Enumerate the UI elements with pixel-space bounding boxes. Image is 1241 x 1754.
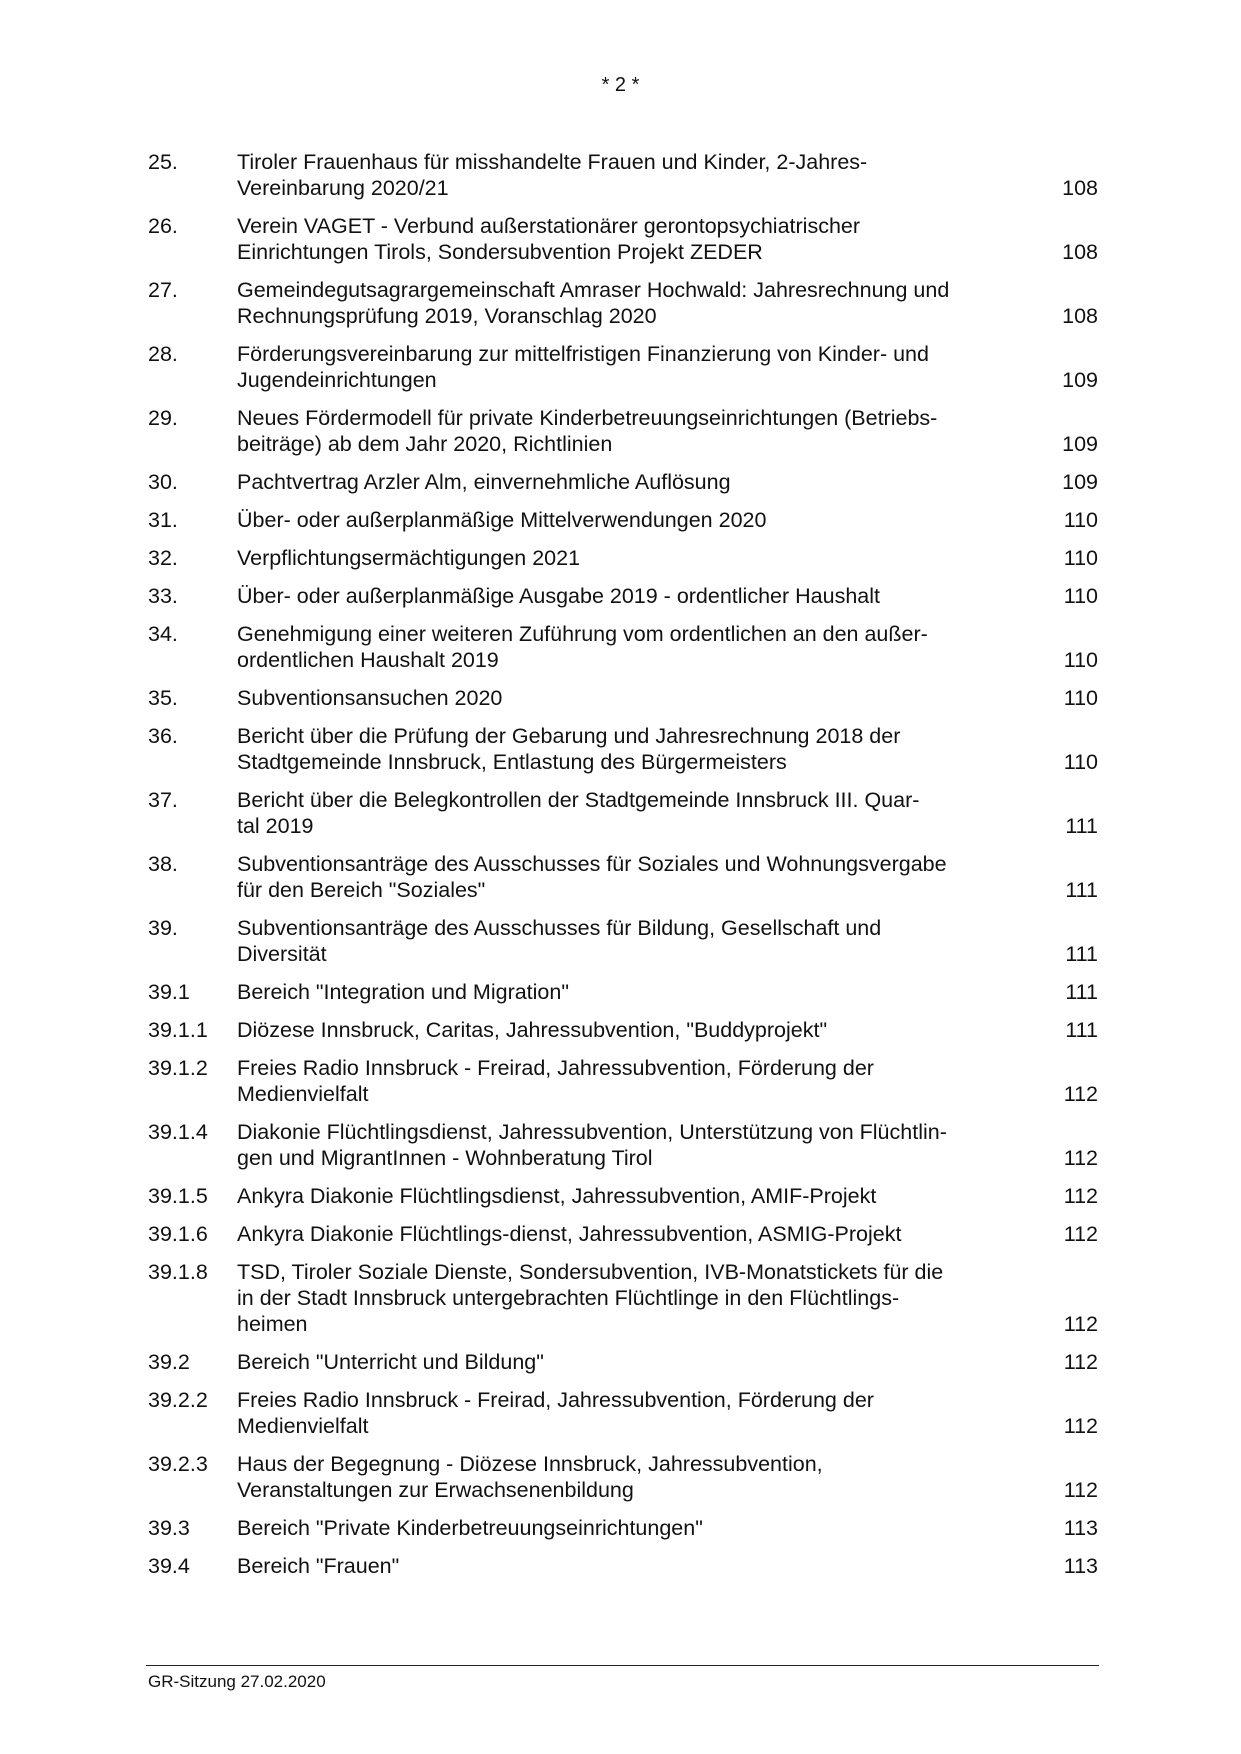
toc-entry-title: Subventionsanträge des Ausschusses für Bildung, Gesellschaft und Diversität	[237, 916, 882, 966]
toc-entry-page: 110	[1063, 546, 1098, 570]
toc-entry	[148, 1451, 1098, 1503]
table-of-contents	[148, 149, 1098, 1591]
toc-entry	[148, 1055, 1098, 1107]
toc-entry	[148, 1183, 1098, 1209]
toc-entry-number: 33.	[148, 584, 178, 608]
toc-entry	[148, 507, 1098, 533]
toc-entry-title: Freies Radio Innsbruck - Freirad, Jahressubvention, Förderung der Medienvielfalt	[237, 1056, 874, 1106]
page-number: * 2 *	[601, 74, 640, 96]
toc-entry-page: 110	[1063, 648, 1098, 672]
toc-entry-number: 39.1.6	[148, 1222, 208, 1246]
toc-entry	[148, 149, 1098, 201]
toc-entry	[148, 851, 1098, 903]
toc-entry	[148, 1119, 1098, 1171]
toc-entry-title: Bereich "Frauen"	[237, 1554, 400, 1578]
toc-entry-page: 112	[1063, 1478, 1098, 1502]
toc-entry-title: Über- oder außerplanmäßige Mittelverwendungen 2020	[237, 508, 767, 532]
toc-entry-number: 39.1.2	[148, 1056, 208, 1080]
toc-entry	[148, 213, 1098, 265]
toc-entry-number: 39.2	[148, 1350, 190, 1374]
toc-entry-title: Genehmigung einer weiteren Zuführung vom ordentlichen an den außer- ordentlichen Haushalt 2019	[237, 622, 928, 672]
toc-entry	[148, 979, 1098, 1005]
toc-entry-number: 26.	[148, 214, 178, 238]
toc-entry-page: 113	[1063, 1516, 1098, 1540]
toc-entry-title: Ankyra Diakonie Flüchtlings-dienst, Jahressubvention, ASMIG-Projekt	[237, 1222, 902, 1246]
toc-entry-page: 111	[1065, 814, 1098, 838]
toc-entry-title: Subventionsansuchen 2020	[237, 686, 503, 710]
toc-entry-number: 39.2.2	[148, 1388, 208, 1412]
toc-entry-number: 39.1	[148, 980, 190, 1004]
toc-entry	[148, 685, 1098, 711]
toc-entry-page: 110	[1063, 584, 1098, 608]
toc-entry	[148, 1017, 1098, 1043]
toc-entry-number: 35.	[148, 686, 178, 710]
toc-entry-number: 39.2.3	[148, 1452, 208, 1476]
toc-entry-page: 111	[1065, 980, 1098, 1004]
toc-entry-title: Haus der Begegnung - Diözese Innsbruck, Jahressubvention, Veranstaltungen zur Erwachsenenbildung	[237, 1452, 823, 1502]
toc-entry-title: Pachtvertrag Arzler Alm, einvernehmliche Auflösung	[237, 470, 731, 494]
toc-entry-number: 39.1.8	[148, 1260, 208, 1284]
toc-entry-number: 37.	[148, 788, 178, 812]
toc-entry-page: 109	[1062, 368, 1098, 392]
toc-entry-number: 30.	[148, 470, 178, 494]
toc-entry-page: 108	[1062, 304, 1098, 328]
toc-entry-title: Förderungsvereinbarung zur mittelfristigen Finanzierung von Kinder- und Jugendeinrichtungen	[237, 342, 929, 392]
toc-entry-title: Diakonie Flüchtlingsdienst, Jahressubvention, Unterstützung von Flüchtlin- gen und MigrantInnen - Wohnberatung Tirol	[237, 1120, 947, 1170]
toc-entry-page: 110	[1063, 508, 1098, 532]
toc-entry-title: TSD, Tiroler Soziale Dienste, Sondersubvention, IVB-Monatstickets für die in der Stadt Innsbruck untergebrachten Flüchtlinge in den Flüchtlings- heimen	[237, 1260, 944, 1336]
toc-entry-title: Freies Radio Innsbruck - Freirad, Jahressubvention, Förderung der Medienvielfalt	[237, 1388, 874, 1438]
toc-entry-number: 39.	[148, 916, 178, 940]
toc-entry	[148, 1221, 1098, 1247]
toc-entry-title: Subventionsanträge des Ausschusses für Soziales und Wohnungsvergabe für den Bereich "Soziales"	[237, 852, 947, 902]
toc-entry	[148, 787, 1098, 839]
toc-entry-title: Über- oder außerplanmäßige Ausgabe 2019 - ordentlicher Haushalt	[237, 584, 880, 608]
toc-entry-number: 39.4	[148, 1554, 190, 1578]
toc-entry-title: Bereich "Integration und Migration"	[237, 980, 569, 1004]
toc-entry-number: 39.3	[148, 1516, 190, 1540]
toc-entry	[148, 621, 1098, 673]
toc-entry-number: 39.1.1	[148, 1018, 208, 1042]
toc-entry-title: Bereich "Unterricht und Bildung"	[237, 1350, 544, 1374]
toc-entry-page: 109	[1062, 470, 1098, 494]
toc-entry-number: 27.	[148, 278, 178, 302]
toc-entry-number: 39.1.4	[148, 1120, 208, 1144]
toc-entry-title: Verpflichtungsermächtigungen 2021	[237, 546, 581, 570]
toc-entry-number: 39.1.5	[148, 1184, 208, 1208]
toc-entry-page: 108	[1062, 176, 1098, 200]
toc-entry-title: Tiroler Frauenhaus für misshandelte Frauen und Kinder, 2-Jahres- Vereinbarung 2020/21	[237, 150, 868, 200]
toc-entry-page: 108	[1062, 240, 1098, 264]
toc-entry-page: 109	[1062, 432, 1098, 456]
toc-entry-number: 28.	[148, 342, 178, 366]
toc-entry-page: 111	[1065, 942, 1098, 966]
footer-divider	[146, 1665, 1099, 1666]
toc-entry-title: Bericht über die Prüfung der Gebarung und Jahresrechnung 2018 der Stadtgemeinde Innsbruck, Entlastung des Bürgermeisters	[237, 724, 901, 774]
toc-entry	[148, 723, 1098, 775]
toc-entry-page: 112	[1063, 1312, 1098, 1336]
toc-entry-title: Ankyra Diakonie Flüchtlingsdienst, Jahressubvention, AMIF-Projekt	[237, 1184, 877, 1208]
toc-entry-page: 112	[1063, 1222, 1098, 1246]
toc-entry-page: 111	[1065, 878, 1098, 902]
toc-entry-page: 113	[1063, 1554, 1098, 1578]
toc-entry	[148, 1387, 1098, 1439]
toc-entry	[148, 1349, 1098, 1375]
toc-entry-number: 29.	[148, 406, 178, 430]
toc-entry-page: 112	[1063, 1184, 1098, 1208]
toc-entry-number: 25.	[148, 150, 178, 174]
toc-entry-number: 31.	[148, 508, 178, 532]
toc-entry	[148, 915, 1098, 967]
toc-entry-title: Diözese Innsbruck, Caritas, Jahressubvention, "Buddyprojekt"	[237, 1018, 828, 1042]
toc-entry-title: Verein VAGET - Verbund außerstationärer gerontopsychiatrischer Einrichtungen Tirols, Sondersubvention Projekt ZEDER	[237, 214, 861, 264]
toc-entry-page: 112	[1063, 1146, 1098, 1170]
toc-entry-page: 111	[1065, 1018, 1098, 1042]
toc-entry	[148, 1259, 1098, 1337]
toc-entry	[148, 341, 1098, 393]
toc-entry-page: 112	[1063, 1082, 1098, 1106]
toc-entry	[148, 277, 1098, 329]
toc-entry-title: Bereich "Private Kinderbetreuungseinrichtungen"	[237, 1516, 703, 1540]
toc-entry-number: 32.	[148, 546, 178, 570]
toc-entry-title: Bericht über die Belegkontrollen der Stadtgemeinde Innsbruck III. Quar- tal 2019	[237, 788, 920, 838]
toc-entry-page: 110	[1063, 686, 1098, 710]
toc-entry-number: 34.	[148, 622, 178, 646]
toc-entry	[148, 1515, 1098, 1541]
toc-entry	[148, 405, 1098, 457]
footer-meeting-date: GR-Sitzung 27.02.2020	[148, 1672, 326, 1691]
toc-entry	[148, 583, 1098, 609]
toc-entry-page: 112	[1063, 1414, 1098, 1438]
toc-entry	[148, 469, 1098, 495]
toc-entry-title: Gemeindegutsagrargemeinschaft Amraser Hochwald: Jahresrechnung und Rechnungsprüfung 2019, Voranschlag 2020	[237, 278, 950, 328]
toc-entry	[148, 1553, 1098, 1579]
toc-entry-page: 110	[1063, 750, 1098, 774]
toc-entry	[148, 545, 1098, 571]
toc-entry-title: Neues Fördermodell für private Kinderbetreuungseinrichtungen (Betriebs- beiträge) ab dem Jahr 2020, Richtlinien	[237, 406, 938, 456]
toc-entry-number: 38.	[148, 852, 178, 876]
toc-entry-number: 36.	[148, 724, 178, 748]
toc-entry-page: 112	[1063, 1350, 1098, 1374]
